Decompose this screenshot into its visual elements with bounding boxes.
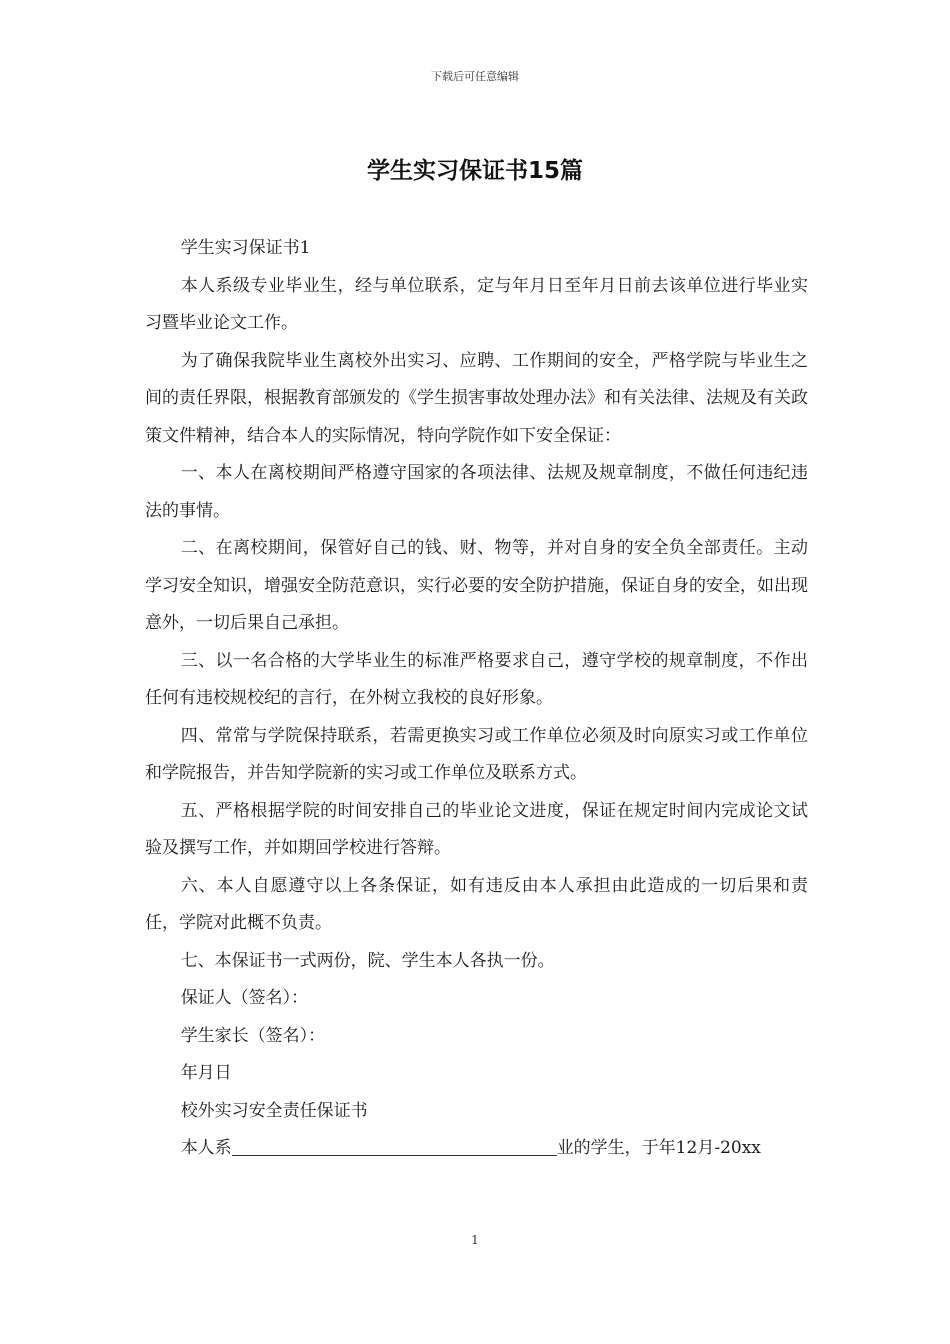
section-heading: 学生实习保证书1 [180, 238, 311, 258]
paragraph: 五、严格根据学院的时间安排自己的毕业论文进度，保证在规定时间内完成论文试验及撰写工作，并如期回学校进行答辩。 [145, 800, 808, 858]
paragraph: 本人系级专业毕业生，经与单位联系，定与年月日至年月日前去该单位进行毕业实习暨毕业论文工作。 [145, 275, 808, 333]
paragraph: 为了确保我院毕业生离校外出实习、应聘、工作期间的安全，严格学院与毕业生之间的责任界限，根据教育部颁发的《学生损害事故处理办法》和有关法律、法规及有关政策文件精神，结合本人的实际情况，特向学院作如下安全保证： [145, 350, 808, 446]
paragraph: 四、常常与学院保持联系，若需更换实习或工作单位必须及时向原实习或工作单位和学院报告，并告知学院新的实习或工作单位及联系方式。 [145, 725, 808, 783]
section-heading: 校外实习安全责任保证书 [180, 1100, 368, 1121]
header-note: 下载后可任意编辑 [431, 70, 519, 83]
paragraph: 二、在离校期间，保管好自己的钱、财、物等，并对自身的安全负全部责任。主动学习安全知识，增强安全防范意识，实行必要的安全防护措施，保证自身的安全，如出现意外，一切后果自己承担。 [145, 538, 808, 633]
paragraph: 七、本保证书一式两份，院、学生本人各执一份。 [180, 950, 555, 971]
paragraph: 六、本人自愿遵守以上各条保证，如有违反由本人承担由此造成的一切后果和责任，学院对此概不负责。 [145, 875, 808, 933]
fill-in-suffix: 业的学生，于年12月-20xx [556, 1138, 761, 1158]
paragraph: 三、以一名合格的大学毕业生的标准严格要求自己，遵守学校的规章制度，不作出任何有违校规校纪的言行，在外树立我校的良好形象。 [145, 650, 808, 708]
fill-in-blank [232, 1135, 557, 1156]
page-number: 1 [471, 1233, 479, 1247]
signature-line-parent: 学生家长（签名）： [180, 1025, 326, 1046]
document-title: 学生实习保证书15篇 [366, 158, 583, 184]
signature-line-guarantor: 保证人（签名）： [180, 988, 309, 1008]
fill-in-line [145, 1130, 808, 1168]
paragraph: 一、本人在离校期间严格遵守国家的各项法律、法规及规章制度，不做任何违纪违法的事情。 [145, 463, 808, 521]
fill-in-prefix: 本人系 [180, 1138, 232, 1158]
document-body [145, 230, 808, 1168]
date-line: 年月日 [180, 1063, 232, 1083]
